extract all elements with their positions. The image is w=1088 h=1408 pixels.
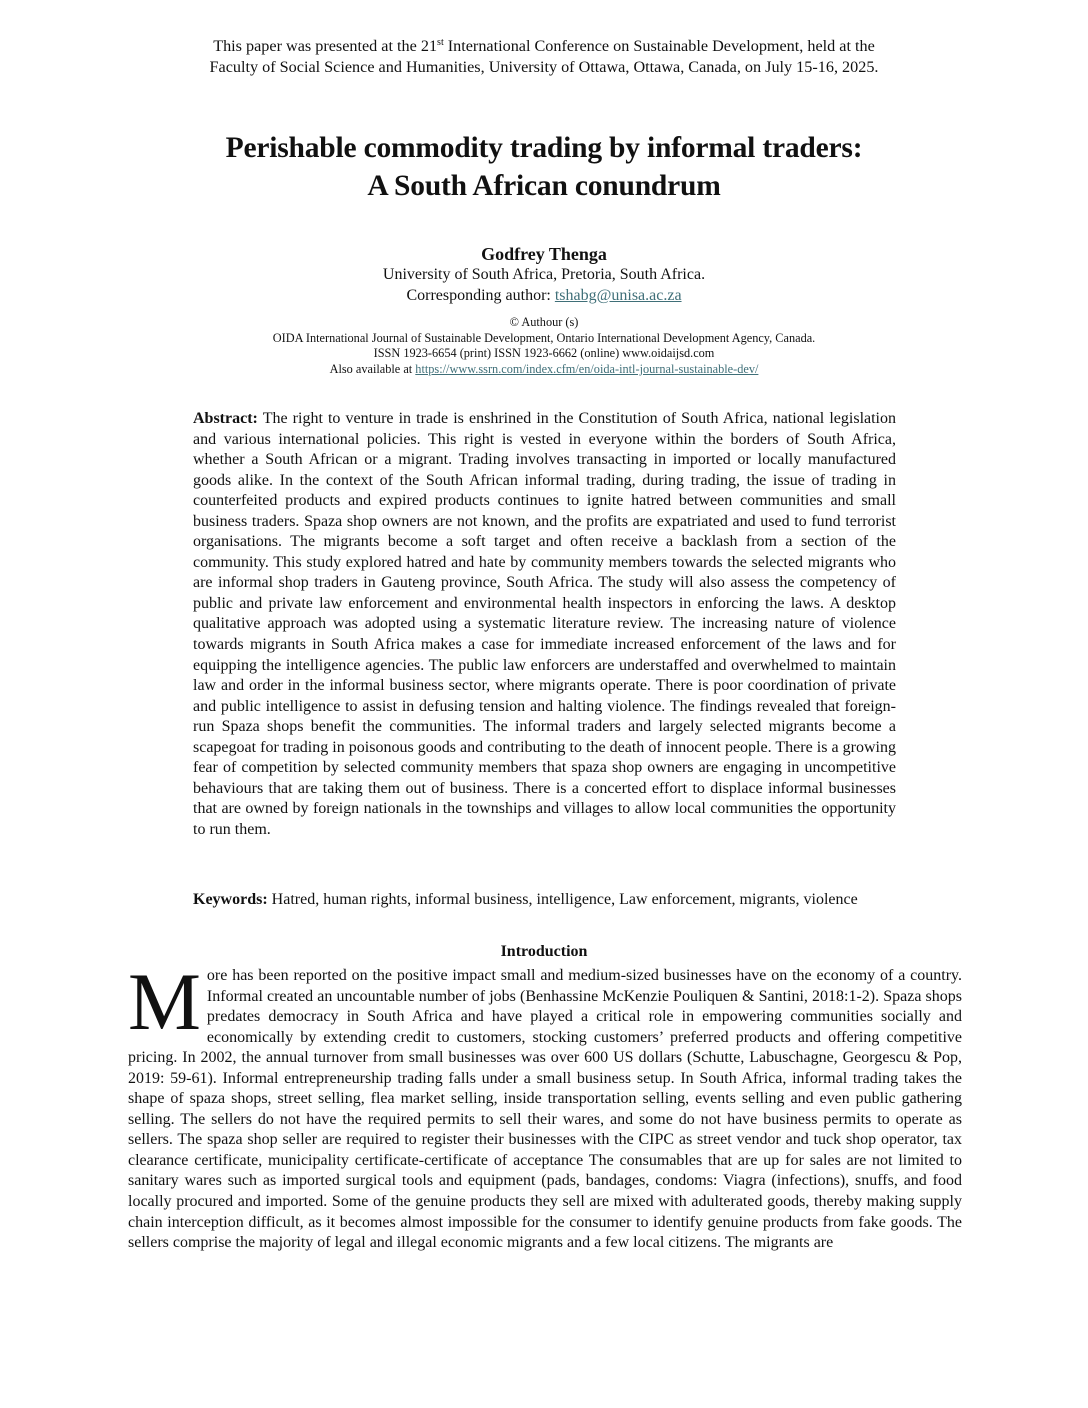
keywords-label: Keywords:: [193, 891, 268, 908]
conference-note: [120, 36, 968, 78]
conference-note-line-1: This paper was presented at the 21st International Conference on Sustainable Development, held at the: [213, 37, 875, 55]
also-available-line: Also available at https://www.ssrn.com/index.cfm/en/oida-intl-journal-sustainable-dev/: [329, 361, 759, 376]
author-affiliation: University of South Africa, Pretoria, South Africa.: [382, 266, 706, 283]
copyright-line: © Authour (s): [509, 315, 579, 329]
abstract-label: Abstract:: [193, 410, 258, 427]
conference-note-line-2: Faculty of Social Science and Humanities, University of Ottawa, Ottawa, Canada, on July 15-16, 2025.: [209, 58, 879, 76]
introduction-text: ore has been reported on the positive impact small and medium-sized businesses have on the economy of a country. Informal created an uncountable number of jobs (Benhassine McKenzie Pouliquen & Santini, 2018:1-2). Spaza shops predates democracy in South Africa and have played a critical role in empowering communities socially and economically by extending credit to customers, stocking customers’ preferred products and offering competitive pricing. In 2002, the annual turnover from small businesses was over 600 US dollars (Schutte, Labuschagne, Georgescu & Pop, 2019: 59-61). Informal entrepreneurship trading falls under a small business setup. In South Africa, informal trading takes the shape of spaza shops, street selling, flea market selling, inside transportation selling, events selling and even public gathering selling. The sellers do not have the required permits to sell their wares, and some do not have business permits to operate as sellers. The spaza shop seller are required to register their businesses with the CIPC as street vendor and tuck shop operator, tax clearance certificate, municipality certificate-certificate of acceptance The consumables that are up for sales are not limited to sanitary wares such as imported surgical tools and equipment (pads, bandages, condoms: Viagra (infections), snuffs, and food locally procured and imported. Some of the genuine products they sell are mixed with adulterated goods, thereby making supply chain interception difficult, as it becomes almost impossible for the consumer to identify genuine products from fake goods. The sellers comprise the majority of legal and illegal economic migrants and a few local citizens. The migrants are: [128, 967, 962, 1252]
ordinal-superscript: st: [437, 37, 444, 48]
author-email-link[interactable]: tshabg@unisa.ac.za: [554, 287, 682, 304]
publication-meta: [150, 315, 938, 377]
author-affiliation-block: [200, 264, 888, 306]
section-heading-introduction: Introduction: [500, 943, 588, 960]
ssrn-link[interactable]: https://www.ssrn.com/index.cfm/en/oida-intl-journal-sustainable-dev/: [415, 361, 759, 376]
abstract-text: The right to venture in trade is enshrined in the Constitution of South Africa, national legislation and various international policies. This right is vested in everyone within the borders of South Africa, whether a South African or a migrant. Trading involves transacting in imported or locally manufactured goods alike. In the context of the South African informal trading, during trading, the issue of trading in counterfeited products and expired products continues to ignite hatred between communities and small business traders. Spaza shop owners are not known, and the profits are expatriated and used to fund terrorist organisations. The migrants become a soft target and often receive a backlash from a section of the community. This study explored hatred and hate by community members towards the selected migrants who are informal shop traders in Gauteng province, South Africa. The study will also assess the competency of public and private law enforcement and environmental health inspectors in enforcing the laws. A desktop qualitative approach was adopted using a systematic literature review. The increasing nature of violence towards migrants in South Africa makes a case for immediate increased enforcement of the laws and for equipping the intelligence agencies. The public law enforcers are understaffed and overwhelmed to maintain law and order in the informal business sector, where migrants operate. There is poor coordination of private and public intelligence to assist in defusing tension and halting violence. The findings revealed that foreign-run Spaza shops benefit the communities. The informal traders and largely selected migrants become a scapegoat for trading in poisonous goods and contributing to the death of innocent people. There is a growing fear of competition by selected community members that spaza shop owners are engaging in uncompetitive behaviours that are taking them out of business. There is a concerted effort to displace informal businesses that are owned by foreign nationals in the townships and villages to allow local communities the opportunity to run them.: [193, 410, 896, 838]
author-name: Godfrey Thenga: [481, 244, 607, 264]
paper-title-line-1: Perishable commodity trading by informal traders:: [225, 132, 863, 164]
keywords: [193, 890, 896, 911]
paper-title-line-2: A South African conundrum: [367, 170, 721, 202]
abstract: [193, 409, 896, 840]
corresponding-author: Corresponding author: tshabg@unisa.ac.za: [406, 287, 682, 304]
drop-cap: M: [128, 956, 201, 1047]
issn-line: ISSN 1923-6654 (print) ISSN 1923-6662 (online) www.oidaijsd.com: [373, 346, 715, 361]
paper-title: [100, 129, 988, 205]
journal-line: OIDA International Journal of Sustainable Development, Ontario International Development Agency, Canada.: [272, 330, 816, 345]
keywords-text: Hatred, human rights, informal business, intelligence, Law enforcement, migrants, violence: [267, 891, 858, 908]
introduction-body: [128, 956, 962, 1254]
